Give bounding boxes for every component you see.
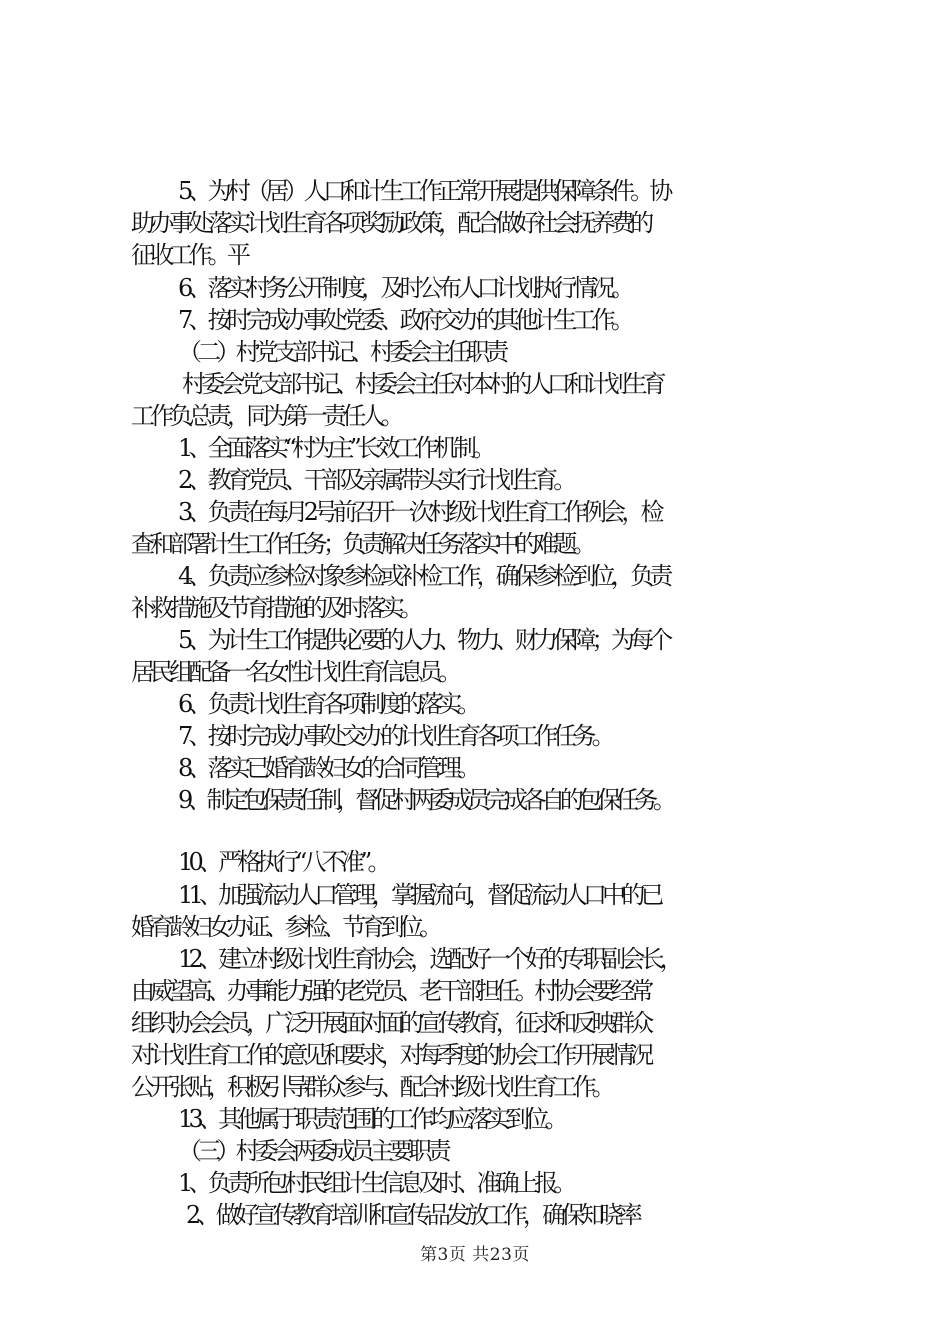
paragraph-line: 查和部署计生工作任务；负责解决任务落实中的难题。 <box>131 530 592 558</box>
paragraph-line: 10、严格执行“八不准”。 <box>178 848 387 876</box>
paragraph-line: 工作负总责，同为第一责任人。 <box>131 402 400 430</box>
paragraph-line: 助办事处落实计划生育各项奖励政策，配合做好社会抚养费的 <box>131 209 650 237</box>
paragraph-line: 6、负责计划生育各项制度的落实。 <box>178 690 477 718</box>
paragraph-line: 7、按时完成办事处党委、政府交办的其他计生工作。 <box>178 306 631 334</box>
section-heading: （二）村党支部书记、村委会主任职责 <box>178 338 505 366</box>
paragraph-line: 征收工作。平 <box>131 241 247 269</box>
paragraph-line: 居民组配备一名女性计划生育信息员。 <box>131 658 458 686</box>
paragraph-line: 组织协会会员，广泛开展面对面的宣传教育，征求和反映群众 <box>131 1009 650 1037</box>
paragraph-line: 6、落实村务公开制度，及时公布人口计划执行情况。 <box>178 274 631 302</box>
paragraph-line: 12、建立村级计划生育协会，选配好一个好的专职副会长， <box>178 945 679 973</box>
paragraph-line: 村委会党支部书记、村委会主任对本村的人口和计划生育 <box>182 370 662 398</box>
paragraph-line: 5、为村（居）人口和计生工作正常开展提供保障条件。协 <box>178 177 669 205</box>
paragraph-line: 3、负责在每月2号前召开一次村级计划生育工作例会，检 <box>178 498 660 526</box>
section-heading: （三）村委会两委成员主要职责 <box>178 1137 447 1165</box>
page-number-footer: 第3页 共23页 <box>420 1245 530 1265</box>
paragraph-line: 对计划生育工作的意见和要求，对每季度的协会工作开展情况 <box>131 1041 650 1069</box>
paragraph-line: 1、负责所包村民组计生信息及时、准确上报。 <box>178 1169 573 1197</box>
paragraph-line: 补救措施及节育措施的及时落实。 <box>131 594 419 622</box>
paragraph-line: 由威望高、办事能力强的老党员、老干部担任。村协会要经常 <box>131 977 650 1005</box>
paragraph-line: 公开张贴，积极引导群众参与、配合村级计划生育工作。 <box>131 1073 611 1101</box>
paragraph-line: 9、制定包保责任制，督促村两委成员完成各自的包保任务。 <box>178 786 672 814</box>
paragraph-line: 11、加强流动人口管理，掌握流向，督促流动人口中的已 <box>178 881 660 909</box>
paragraph-line: 2、做好宣传教育培训和宣传品发放工作，确保知晓率 <box>186 1201 639 1229</box>
paragraph-line: 1、全面落实“村为主”长效工作机制。 <box>178 434 492 462</box>
paragraph-line: 13、其他属于职责范围的工作均应落实到位。 <box>178 1105 564 1133</box>
paragraph-line: 8、落实已婚育龄妇女的合同管理。 <box>178 754 477 782</box>
paragraph-line: 5、为计生工作提供必要的人力、物力、财力保障；为每个 <box>178 626 669 654</box>
paragraph-line: 2、教育党员、干部及亲属带头实行计划生育。 <box>178 466 573 494</box>
paragraph-line: 4、负责应参检对象参检或补检工作，确保参检到位，负责 <box>178 562 669 590</box>
paragraph-line: 婚育龄妇女办证、参检、节育到位。 <box>131 913 439 941</box>
paragraph-line: 7、按时完成办事处交办的计划生育各项工作任务。 <box>178 722 611 750</box>
